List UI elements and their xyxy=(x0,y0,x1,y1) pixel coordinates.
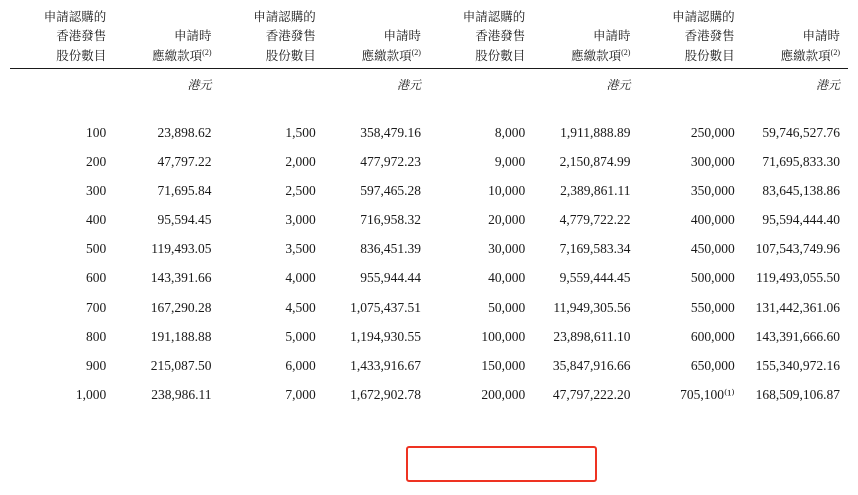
table-cell-amount1: 119,493.05 xyxy=(151,241,212,257)
table-row xyxy=(10,293,848,322)
table-row xyxy=(10,322,848,351)
column-header-amount2 xyxy=(324,8,429,68)
column-header-line: 申請認購的 xyxy=(462,10,526,24)
table-row xyxy=(10,176,848,205)
spacer-cell xyxy=(324,96,429,118)
table-cell-amount4: 155,340,972.16 xyxy=(755,358,840,373)
table-row xyxy=(10,264,848,293)
table-cell-amount2: 955,944.44 xyxy=(360,270,421,286)
table-cell-shares1: 800 xyxy=(85,328,107,344)
table-cell-shares3: 150,000 xyxy=(481,358,526,373)
table-header xyxy=(10,8,848,118)
table-cell-amount3: 4,779,722.22 xyxy=(559,212,631,228)
table-cell-shares2: 1,500 xyxy=(285,124,316,140)
table-cell-amount2: 716,958.32 xyxy=(360,212,421,228)
table-cell-amount4: 119,493,055.50 xyxy=(756,270,840,286)
table-cell-amount2: 1,194,930.55 xyxy=(350,328,421,344)
table-cell-amount2: 358,479.16 xyxy=(360,124,421,140)
table-cell-shares4: 600,000 xyxy=(690,328,735,344)
currency-unit-cell xyxy=(219,69,323,96)
column-header-line: 申請時 xyxy=(383,29,421,44)
table-cell-amount4: 71,695,833.30 xyxy=(762,153,840,169)
table-header-row xyxy=(10,8,848,68)
table-row xyxy=(10,206,848,235)
currency-unit-cell xyxy=(429,69,533,96)
table-cell-amount1: 47,797.22 xyxy=(157,153,212,169)
table-cell-shares2: 3,000 xyxy=(285,212,316,228)
table-cell-amount4: 143,391,666.60 xyxy=(755,328,840,344)
highlight-annotation-box xyxy=(406,446,597,482)
column-header-shares2 xyxy=(219,8,323,68)
currency-unit-cell: 港元 xyxy=(396,78,421,93)
table-cell-amount3: 35,847,916.66 xyxy=(552,358,631,373)
table-cell-shares4: 400,000 xyxy=(690,212,735,228)
table-cell-shares1: 700 xyxy=(85,299,107,315)
table-cell-shares4: 705,100⁽¹⁾ xyxy=(680,387,735,403)
currency-unit-cell: 港元 xyxy=(606,78,631,93)
table-cell-amount2: 477,972.23 xyxy=(360,153,421,169)
table-cell-amount2: 836,451.39 xyxy=(360,241,421,257)
table-row xyxy=(10,352,848,381)
column-header-line: 股份數目 xyxy=(56,48,107,63)
table-cell-shares3: 50,000 xyxy=(488,299,526,315)
table-cell-shares2: 4,500 xyxy=(285,299,316,315)
header-spacer-row xyxy=(10,96,848,118)
column-header-line: 應繳款項$^{(2)}$ xyxy=(780,47,840,63)
spacer-cell xyxy=(533,96,638,118)
table-cell-amount2: 1,672,902.78 xyxy=(350,387,421,403)
table-cell-shares3: 200,000 xyxy=(481,387,526,403)
table-cell-amount1: 23,898.62 xyxy=(157,124,212,140)
currency-unit-row xyxy=(10,69,848,96)
table-cell-amount1: 143,391.66 xyxy=(150,270,212,286)
table-row xyxy=(10,147,848,176)
table-cell-shares3: 100,000 xyxy=(481,328,526,344)
application-fee-table xyxy=(10,8,848,410)
currency-unit-cell xyxy=(10,69,114,96)
table-cell-amount3: 2,150,874.99 xyxy=(559,153,631,169)
table-cell-amount3: 2,389,861.11 xyxy=(560,182,631,198)
spacer-cell xyxy=(429,96,533,118)
table-cell-amount4: 95,594,444.40 xyxy=(762,212,840,228)
column-header-line: 香港發售 xyxy=(265,29,316,44)
table-cell-amount1: 238,986.11 xyxy=(151,387,212,403)
table-cell-shares4: 250,000 xyxy=(690,124,735,140)
column-header-amount4 xyxy=(743,8,848,68)
column-header-line: 股份數目 xyxy=(475,48,526,63)
table-cell-shares3: 40,000 xyxy=(488,270,526,286)
table-cell-shares4: 650,000 xyxy=(690,358,735,373)
table-cell-amount1: 191,188.88 xyxy=(150,328,212,344)
table-cell-amount1: 71,695.84 xyxy=(157,182,212,198)
table-cell-amount4: 107,543,749.96 xyxy=(755,241,840,257)
column-header-line: 申請時 xyxy=(173,29,212,44)
table-row xyxy=(10,235,848,264)
table-cell-shares3: 20,000 xyxy=(488,212,526,228)
footnote-marker: (2) xyxy=(621,47,631,57)
table-body xyxy=(10,118,848,410)
table-cell-shares2: 4,000 xyxy=(285,270,316,286)
spacer-cell xyxy=(743,96,848,118)
currency-unit-cell: 港元 xyxy=(187,78,212,93)
column-header-line: 申請認購的 xyxy=(672,10,735,24)
table-row xyxy=(10,118,848,147)
column-header-line: 股份數目 xyxy=(684,48,735,63)
table-cell-shares3: 30,000 xyxy=(488,241,526,257)
column-header-line: 香港發售 xyxy=(56,29,107,44)
table-cell-shares2: 7,000 xyxy=(285,387,316,403)
table-cell-shares4: 500,000 xyxy=(690,270,735,286)
table-cell-shares3: 10,000 xyxy=(488,182,526,198)
footnote-marker: (2) xyxy=(202,47,212,57)
spacer-cell xyxy=(114,96,219,118)
column-header-line: 應繳款項$^{(2)}$ xyxy=(152,47,212,63)
footnote-marker: (2) xyxy=(411,47,421,57)
table-cell-amount1: 95,594.45 xyxy=(157,212,212,228)
column-header-amount1 xyxy=(114,8,219,68)
table-cell-amount3: 9,559,444.45 xyxy=(559,270,631,286)
table-cell-shares4: 450,000 xyxy=(690,241,735,257)
table-cell-shares3: 8,000 xyxy=(494,124,526,140)
table-cell-amount2: 1,075,437.51 xyxy=(350,299,421,315)
table-cell-amount4: 59,746,527.76 xyxy=(762,124,840,140)
table-cell-shares1: 100 xyxy=(85,124,107,140)
table-cell-shares2: 6,000 xyxy=(285,358,316,373)
column-header-line: 申請認購的 xyxy=(253,10,316,24)
table-cell-shares1: 600 xyxy=(85,270,107,286)
column-header-line: 申請時 xyxy=(802,29,840,44)
table-cell-shares1: 400 xyxy=(85,212,107,228)
table-cell-amount4: 131,442,361.06 xyxy=(755,299,840,315)
currency-unit-cell xyxy=(638,69,742,96)
table-cell-amount3: 1,911,888.89 xyxy=(560,124,631,140)
column-header-shares3 xyxy=(429,8,533,68)
column-header-shares1 xyxy=(10,8,114,68)
table-cell-shares2: 2,500 xyxy=(285,182,316,198)
table-cell-shares4: 300,000 xyxy=(690,153,735,169)
table-cell-amount4: 168,509,106.87 xyxy=(755,387,840,403)
column-header-amount3 xyxy=(533,8,638,68)
column-header-line: 香港發售 xyxy=(684,29,735,44)
spacer-cell xyxy=(219,96,323,118)
table-cell-shares4: 350,000 xyxy=(690,182,735,198)
column-header-shares4 xyxy=(638,8,742,68)
spacer-cell xyxy=(638,96,742,118)
table-cell-shares1: 200 xyxy=(85,153,107,169)
table-cell-shares3: 9,000 xyxy=(494,153,526,169)
table-cell-amount3: 7,169,583.34 xyxy=(559,241,631,257)
table-cell-amount2: 1,433,916.67 xyxy=(350,358,421,373)
table-cell-shares2: 3,500 xyxy=(285,241,316,257)
table-cell-shares1: 300 xyxy=(85,182,107,198)
footnote-marker: (2) xyxy=(830,47,840,57)
table-cell-shares1: 500 xyxy=(85,241,107,257)
table-cell-amount3: 23,898,611.10 xyxy=(553,328,631,344)
table-cell-shares1: 900 xyxy=(85,358,107,373)
table-cell-shares1: 1,000 xyxy=(75,387,107,403)
column-header-line: 應繳款項$^{(2)}$ xyxy=(361,47,421,63)
table-cell-amount4: 83,645,138.86 xyxy=(762,182,840,198)
table-cell-shares4: 550,000 xyxy=(690,299,735,315)
table-cell-amount3: 11,949,305.56 xyxy=(553,299,631,315)
currency-unit-cell: 港元 xyxy=(815,78,840,93)
column-header-line: 申請認購的 xyxy=(43,10,107,24)
column-header-line: 股份數目 xyxy=(265,48,316,63)
column-header-line: 應繳款項$^{(2)}$ xyxy=(571,47,631,63)
table-cell-amount3: 47,797,222.20 xyxy=(552,387,631,403)
table-cell-shares2: 2,000 xyxy=(285,153,316,169)
column-header-line: 申請時 xyxy=(592,29,631,44)
table-row xyxy=(10,381,848,410)
table-cell-amount2: 597,465.28 xyxy=(360,182,421,198)
column-header-line: 香港發售 xyxy=(475,29,526,44)
table-cell-shares2: 5,000 xyxy=(285,328,316,344)
table-cell-amount1: 167,290.28 xyxy=(150,299,212,315)
table-cell-amount1: 215,087.50 xyxy=(150,358,212,373)
spacer-cell xyxy=(10,96,114,118)
